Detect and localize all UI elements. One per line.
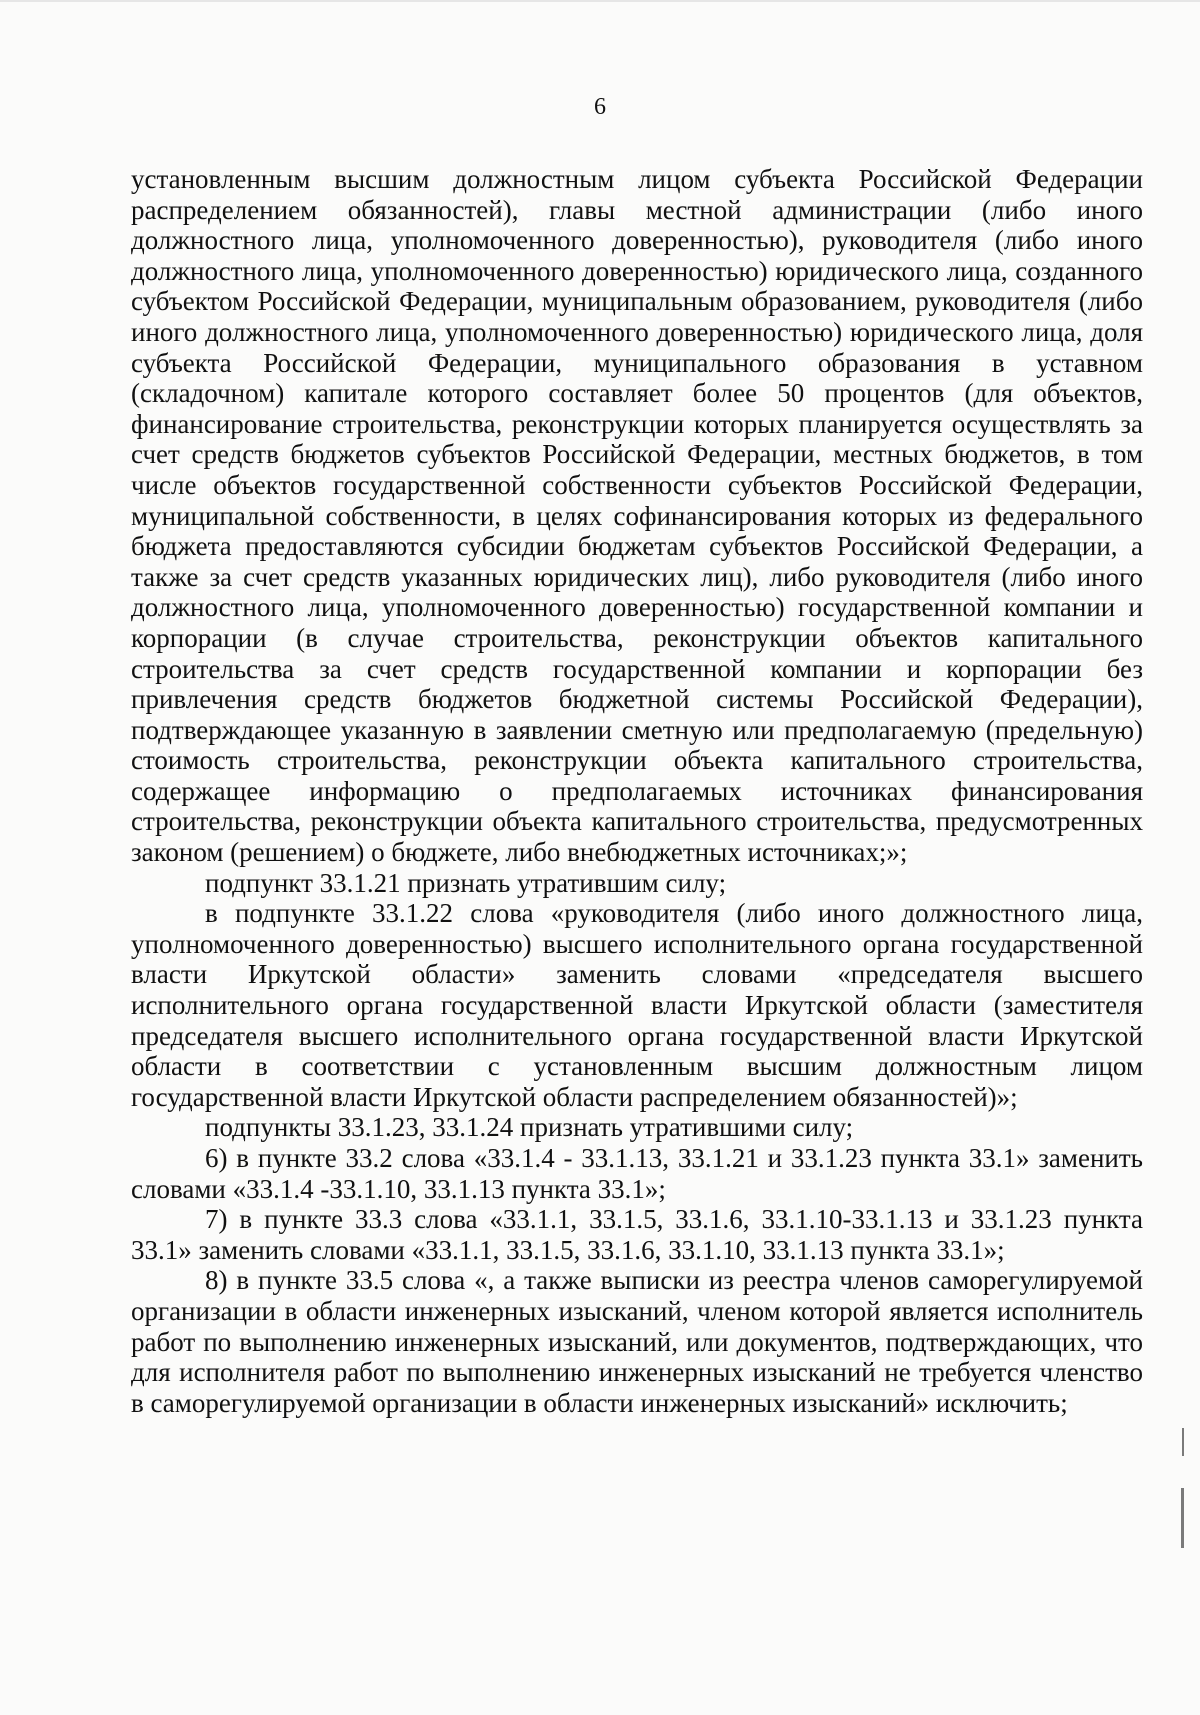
scan-margin-mark bbox=[1182, 1428, 1184, 1456]
scan-top-edge bbox=[0, 0, 1200, 2]
document-body bbox=[131, 164, 1143, 1418]
paragraph-item-6: 6) в пункте 33.2 слова «33.1.4 - 33.1.13, 33.1.21 и 33.1.23 пункта 33.1» заменить словами «33.1.4 -33.1.10, 33.1.13 пункта 33.1»; bbox=[131, 1143, 1143, 1204]
scan-margin-mark bbox=[1181, 1488, 1184, 1548]
page-number: 6 bbox=[594, 94, 606, 120]
paragraph-item-7: 7) в пункте 33.3 слова «33.1.1, 33.1.5, 33.1.6, 33.1.10-33.1.13 и 33.1.23 пункта 33.1» заменить словами «33.1.1, 33.1.5, 33.1.6, 33.1.10, 33.1.13 пункта 33.1»; bbox=[131, 1204, 1143, 1265]
paragraph-subitem-33-1-21: подпункт 33.1.21 признать утратившим силу; bbox=[205, 867, 727, 898]
paragraph-continuation: установленным высшим должностным лицом субъекта Российской Федерации распределением обязанностей), главы местной администрации (либо иного должностного лица, уполномоченного доверенностью), руководителя (либо иного должностного лица, уполномоченного доверенностью) юридического лица, созданного субъектом Российской Федерации, муниципальным образованием, руководителя (либо иного должностного лица, уполномоченного доверенностью) юридического лица, доля субъекта Российской Федерации, муниципального образования в уставном (складочном) капитале которого составляет более 50 процентов (для объектов, финансирование строительства, реконструкции которых планируется осуществлять за счет средств бюджетов субъектов Российской Федерации, местных бюджетов, в том числе объектов государственной собственности субъектов Российской Федерации, муниципальной собственности, в целях софинансирования которых из федерального бюджета предоставляются субсидии бюджетам субъектов Российской Федерации, а также за счет средств указанных юридических лиц), либо руководителя (либо иного должностного лица, уполномоченного доверенностью) государственной компании и корпорации (в случае строительства, реконструкции объектов капитального строительства за счет средств государственной компании и корпорации без привлечения средств бюджетов бюджетной системы Российской Федерации), подтверждающее указанную в заявлении сметную или предполагаемую (предельную) стоимость строительства, реконструкции объекта капитального строительства, содержащее информацию о предполагаемых источниках финансирования строительства, реконструкции объекта капитального строительства, предусмотренных законом (решением) о бюджете, либо внебюджетных источниках;»; bbox=[131, 164, 1143, 868]
paragraph-item-8: 8) в пункте 33.5 слова «, а также выписки из реестра членов саморегулируемой организации в области инженерных изысканий, членом которой является исполнитель работ по выполнению инженерных изысканий, или документов, подтверждающих, что для исполнителя работ по выполнению инженерных изысканий не требуется членство в саморегулируемой организации в области инженерных изысканий» исключить; bbox=[131, 1265, 1143, 1418]
paragraph-subitem-33-1-22: в подпункте 33.1.22 слова «руководителя (либо иного должностного лица, уполномоченного доверенностью) высшего исполнительного органа государственной власти Иркутской области» заменить словами «председателя высшего исполнительного органа государственной власти Иркутской области (заместителя председателя высшего исполнительного органа государственной власти Иркутской области в соответствии с установленным высшим должностным лицом государственной власти Иркутской области распределением обязанностей)»; bbox=[131, 898, 1143, 1112]
paragraph-subitems-33-1-23-24: подпункты 33.1.23, 33.1.24 признать утратившими силу; bbox=[205, 1112, 854, 1143]
